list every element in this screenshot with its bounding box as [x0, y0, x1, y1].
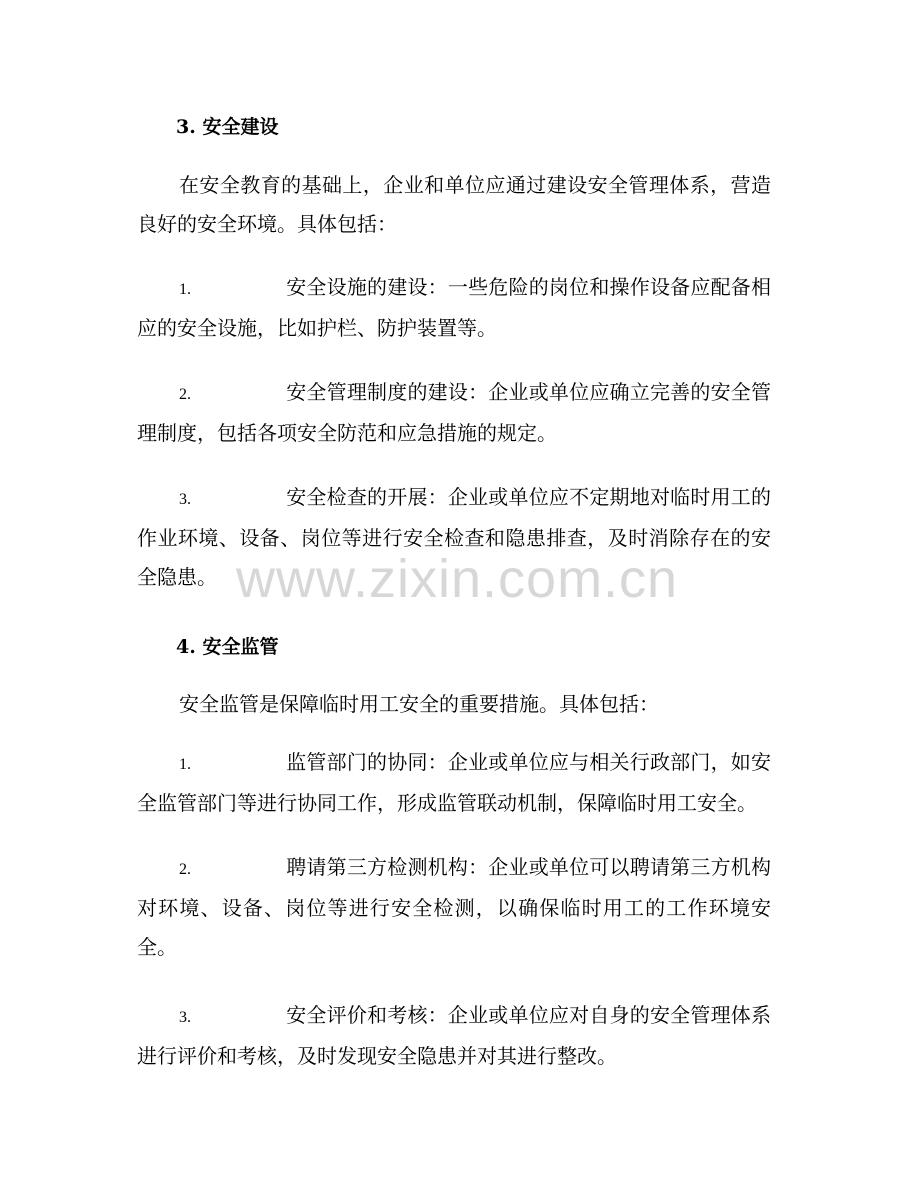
- section-4-item-2: [137, 848, 771, 967]
- item-text: 安全检查的开展：企业或单位应不定期地对临时用工的作业环境、设备、岗位等进行安全检查和隐患排查，及时消除存在的安全隐患。: [137, 485, 771, 589]
- item-text: 安全管理制度的建设：企业或单位应确立完善的安全管理制度，包括各项安全防范和应急措施的规定。: [137, 380, 771, 445]
- item-number: 1.: [179, 281, 191, 298]
- item-number: 3.: [179, 1009, 191, 1026]
- item-text: 安全评价和考核：企业或单位应对自身的安全管理体系进行评价和考核，及时发现安全隐患并对其进行整改。: [137, 1003, 771, 1068]
- section-4-item-3: [137, 996, 771, 1076]
- section-4-item-1: [137, 743, 771, 823]
- section-3-item-2: [137, 373, 771, 453]
- item-text: 聘请第三方检测机构：企业或单位可以聘请第三方机构对环境、设备、岗位等进行安全检测，以确保临时用工的工作环境安全。: [137, 855, 771, 959]
- section-3-heading: 3. 安全建设: [176, 116, 279, 138]
- section-3-item-1: [137, 268, 771, 348]
- item-text: 安全设施的建设：一些危险的岗位和操作设备应配备相应的安全设施，比如护栏、防护装置等。: [137, 275, 771, 340]
- item-number: 2.: [179, 386, 191, 403]
- section-3-intro: 在安全教育的基础上，企业和单位应通过建设安全管理体系，营造良好的安全环境。具体包括：: [137, 173, 771, 236]
- item-text: 监管部门的协同：企业或单位应与相关行政部门，如安全监管部门等进行协同工作，形成监管联动机制，保障临时用工安全。: [137, 750, 771, 815]
- watermark: www.zixin.com.cn: [236, 549, 679, 609]
- item-number: 3.: [179, 491, 191, 508]
- item-number: 2.: [179, 861, 191, 878]
- item-number: 1.: [179, 756, 191, 773]
- section-4-intro: 安全监管是保障临时用工安全的重要措施。具体包括：: [179, 692, 659, 716]
- section-4-heading: 4. 安全监管: [176, 636, 279, 658]
